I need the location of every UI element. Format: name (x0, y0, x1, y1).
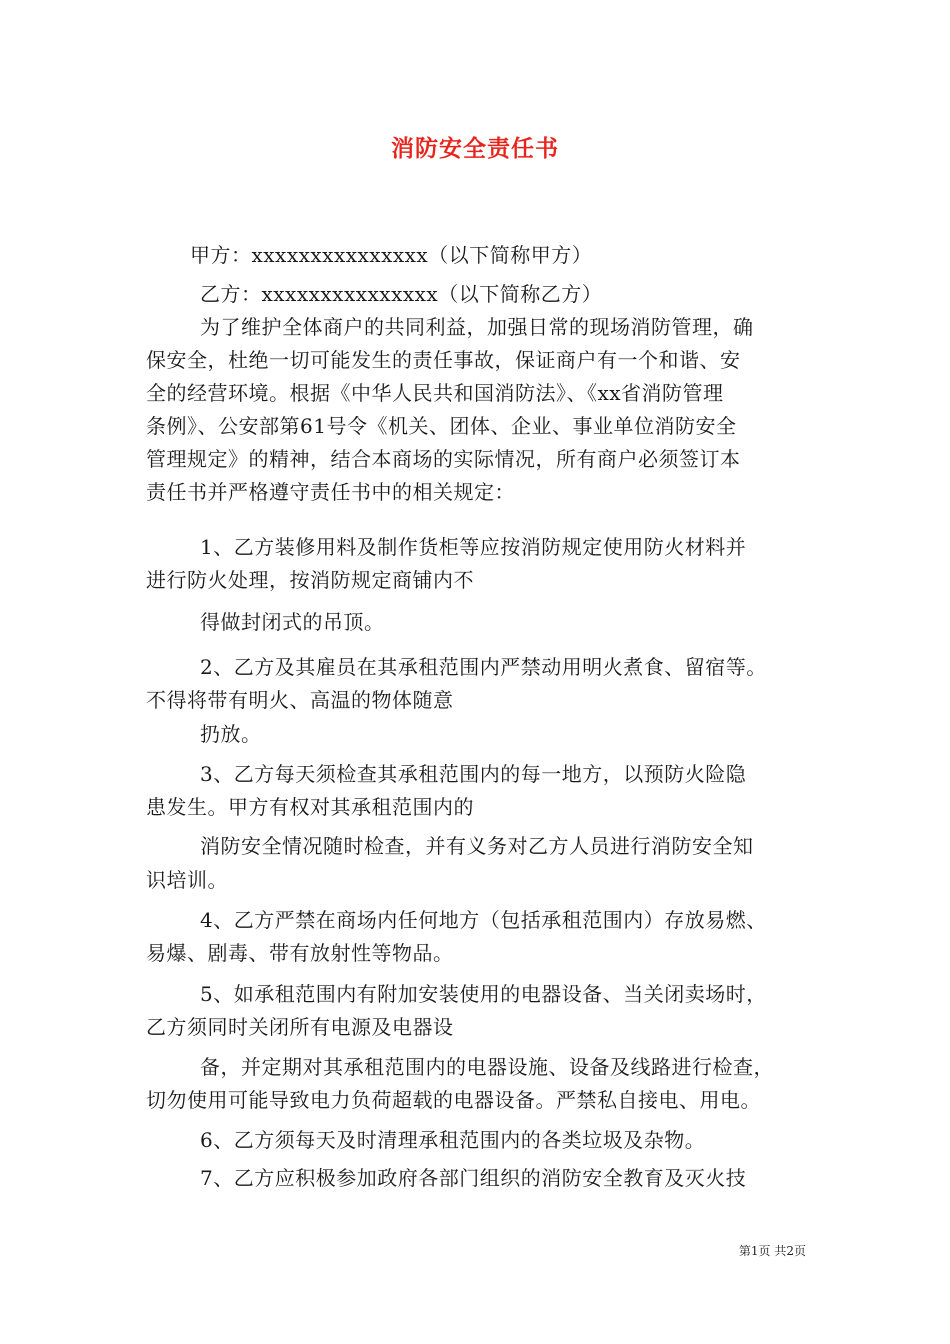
body-line: 保安全，杜绝一切可能发生的责任事故，保证商户有一个和谐、安 (146, 348, 741, 372)
party-a-line: 甲方：xxxxxxxxxxxxxxx（以下简称甲方） (190, 243, 593, 267)
clause-1-line: 进行防火处理，按消防规定商铺内不 (146, 568, 474, 592)
body-line: 管理规定》的精神，结合本商场的实际情况，所有商户必须签订本 (146, 447, 741, 471)
clause-3-line: 3、乙方每天须检查其承租范围内的每一地方，以预防火险隐 (200, 762, 747, 786)
clause-3-line: 消防安全情况随时检查，并有义务对乙方人员进行消防安全知 (200, 834, 754, 858)
page-footer: 第1页 共2页 (738, 1244, 806, 1258)
clause-5-line: 备，并定期对其承租范围内的电器设施、设备及线路进行检查， (200, 1055, 774, 1079)
clause-2-line: 2、乙方及其雇员在其承租范围内严禁动用明火煮食、留宿等。 (200, 655, 767, 679)
clause-5-line: 5、如承租范围内有附加安装使用的电器设备、当关闭卖场时， (200, 982, 767, 1006)
body-line: 全的经营环境。根据《中华人民共和国消防法》、《xx省消防管理 (146, 381, 724, 405)
document-title: 消防安全责任书 (391, 135, 559, 162)
clause-1-line: 得做封闭式的吊顶。 (200, 610, 385, 634)
clause-6-line: 6、乙方须每天及时清理承租范围内的各类垃圾及杂物。 (200, 1128, 706, 1152)
body-line: 为了维护全体商户的共同利益，加强日常的现场消防管理，确 (200, 315, 754, 339)
clause-5-line: 切勿使用可能导致电力负荷超载的电器设备。严禁私自接电、用电。 (146, 1088, 761, 1112)
clause-7-line: 7、乙方应积极参加政府各部门组织的消防安全教育及灭火技 (200, 1166, 747, 1190)
body-line: 责任书并严格遵守责任书中的相关规定： (146, 480, 515, 504)
clause-5-line: 乙方须同时关闭所有电源及电器设 (146, 1015, 454, 1039)
body-line: 条例》、公安部第61号令《机关、团体、企业、事业单位消防安全 (146, 414, 737, 438)
clause-2-line: 不得将带有明火、高温的物体随意 (146, 688, 454, 712)
clause-3-line: 识培训。 (146, 868, 228, 892)
clause-2-line: 扔放。 (200, 722, 262, 746)
clause-4-line: 易爆、剧毒、带有放射性等物品。 (146, 941, 454, 965)
party-b-line: 乙方：xxxxxxxxxxxxxxx（以下简称乙方） (200, 282, 603, 306)
clause-1-line: 1、乙方装修用料及制作货柜等应按消防规定使用防火材料并 (200, 535, 747, 559)
clause-4-line: 4、乙方严禁在商场内任何地方（包括承租范围内）存放易燃、 (200, 908, 767, 932)
clause-3-line: 患发生。甲方有权对其承租范围内的 (146, 795, 474, 819)
